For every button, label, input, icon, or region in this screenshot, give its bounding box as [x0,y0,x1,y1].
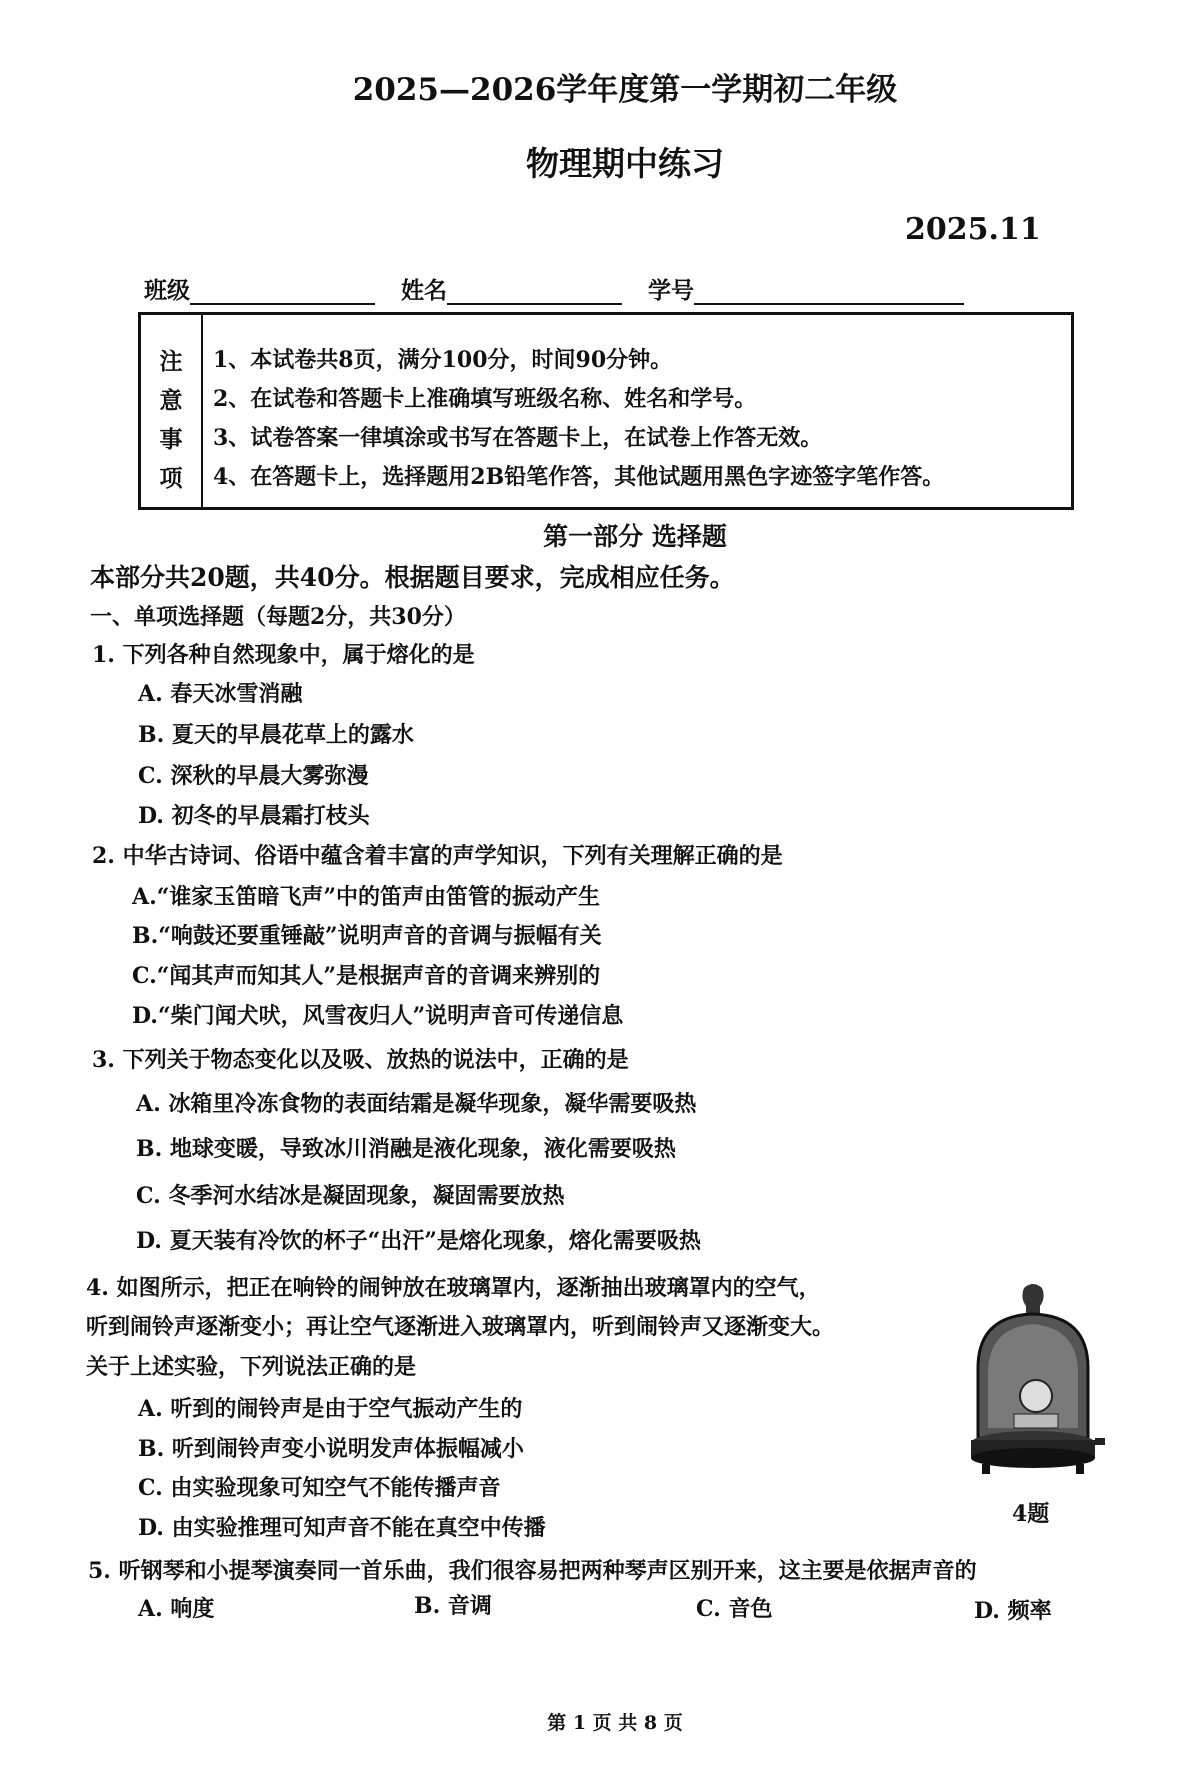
question-4-stem: 关于上述实验，下列说法正确的是 [86,1354,417,1380]
part1-intro: 本部分共20题，共40分。根据题目要求，完成相应任务。 [90,563,735,592]
question-2-option: D.“柴门闻犬吠，风雪夜归人”说明声音可传递信息 [132,1003,624,1029]
notice-label-char: 意 [159,387,183,414]
question-2-stem: 2. 中华古诗词、俗语中蕴含着丰富的声学知识，下列有关理解正确的是 [92,843,783,869]
question-3-stem: 3. 下列关于物态变化以及吸、放热的说法中，正确的是 [92,1047,629,1073]
question-2-option: C.“闻其声而知其人”是根据声音的音调来辨别的 [132,963,601,989]
notice-item: 4、在答题卡上，选择题用2B铅笔作答，其他试题用黑色字迹签字笔作答。 [213,464,945,490]
question-2-option: B.“响鼓还要重锤敲”说明声音的音调与振幅有关 [132,923,602,949]
section-heading: 一、单项选择题（每题2分，共30分） [90,604,466,630]
notice-item: 3、试卷答案一律填涂或书写在答题卡上，在试卷上作答无效。 [213,425,823,451]
question-4-stem: 听到闹铃声逐渐变小；再让空气逐渐进入玻璃罩内，听到闹铃声又逐渐变大。 [86,1314,835,1340]
bell-jar-alarm-clock-figure [958,1278,1108,1478]
id-blank[interactable] [694,281,964,305]
question-1-option: B. 夏天的早晨花草上的露水 [138,722,414,748]
name-blank[interactable] [447,281,622,305]
notice-label-char: 项 [159,465,183,492]
exam-title-line2: 物理期中练习 [526,144,724,183]
exam-title-line1: 2025—2026学年度第一学期初二年级 [352,72,898,108]
question-4-option: A. 听到的闹铃声是由于空气振动产生的 [138,1396,523,1422]
question-2-option: A.“谁家玉笛暗飞声”中的笛声由笛管的振动产生 [132,884,601,910]
question-3-option: C. 冬季河水结冰是凝固现象，凝固需要放热 [136,1183,565,1209]
exam-date: 2025.11 [905,212,1041,247]
question-4-option: D. 由实验推理可知声音不能在真空中传播 [138,1515,546,1541]
question-3-option: B. 地球变暖，导致冰川消融是液化现象，液化需要吸热 [136,1136,676,1162]
question-3-option: D. 夏天装有冷饮的杯子“出汗”是熔化现象，熔化需要吸热 [136,1228,701,1254]
question-5-option: A. 响度 [138,1596,215,1622]
question-5-option: C. 音色 [696,1596,773,1622]
question-5-option: B. 音调 [414,1593,492,1619]
notice-label-char: 事 [159,426,183,453]
class-label: 班级 [144,277,190,304]
student-info-fields [144,272,964,305]
question-1-option: D. 初冬的早晨霜打枝头 [138,803,370,829]
question-5-option: D. 频率 [974,1598,1052,1624]
name-label: 姓名 [401,277,448,304]
notice-label-column [141,315,203,507]
notice-item: 1、本试卷共8页，满分100分，时间90分钟。 [213,347,673,373]
figure-caption: 4题 [1012,1501,1050,1527]
question-4-option: B. 听到闹铃声变小说明发声体振幅减小 [138,1436,524,1462]
notice-label-char: 注 [159,348,183,375]
question-4-stem: 4. 如图所示，把正在响铃的闹钟放在玻璃罩内，逐渐抽出玻璃罩内的空气， [86,1275,821,1301]
question-4-option: C. 由实验现象可知空气不能传播声音 [138,1475,501,1501]
question-5-stem: 5. 听钢琴和小提琴演奏同一首乐曲，我们很容易把两种琴声区别开来，这主要是依据声音的 [88,1558,977,1584]
class-blank[interactable] [190,281,375,305]
page-footer: 第 1 页 共 8 页 [547,1712,683,1734]
part1-heading: 第一部分 选择题 [543,522,727,551]
question-1-option: C. 深秋的早晨大雾弥漫 [138,763,369,789]
question-1-stem: 1. 下列各种自然现象中，属于熔化的是 [92,642,475,668]
id-label: 学号 [648,277,695,304]
question-3-option: A. 冰箱里冷冻食物的表面结霜是凝华现象，凝华需要吸热 [136,1091,697,1117]
question-1-option: A. 春天冰雪消融 [138,681,303,707]
notice-item: 2、在试卷和答题卡上准确填写班级名称、姓名和学号。 [213,386,757,412]
notice-box [138,312,1074,510]
